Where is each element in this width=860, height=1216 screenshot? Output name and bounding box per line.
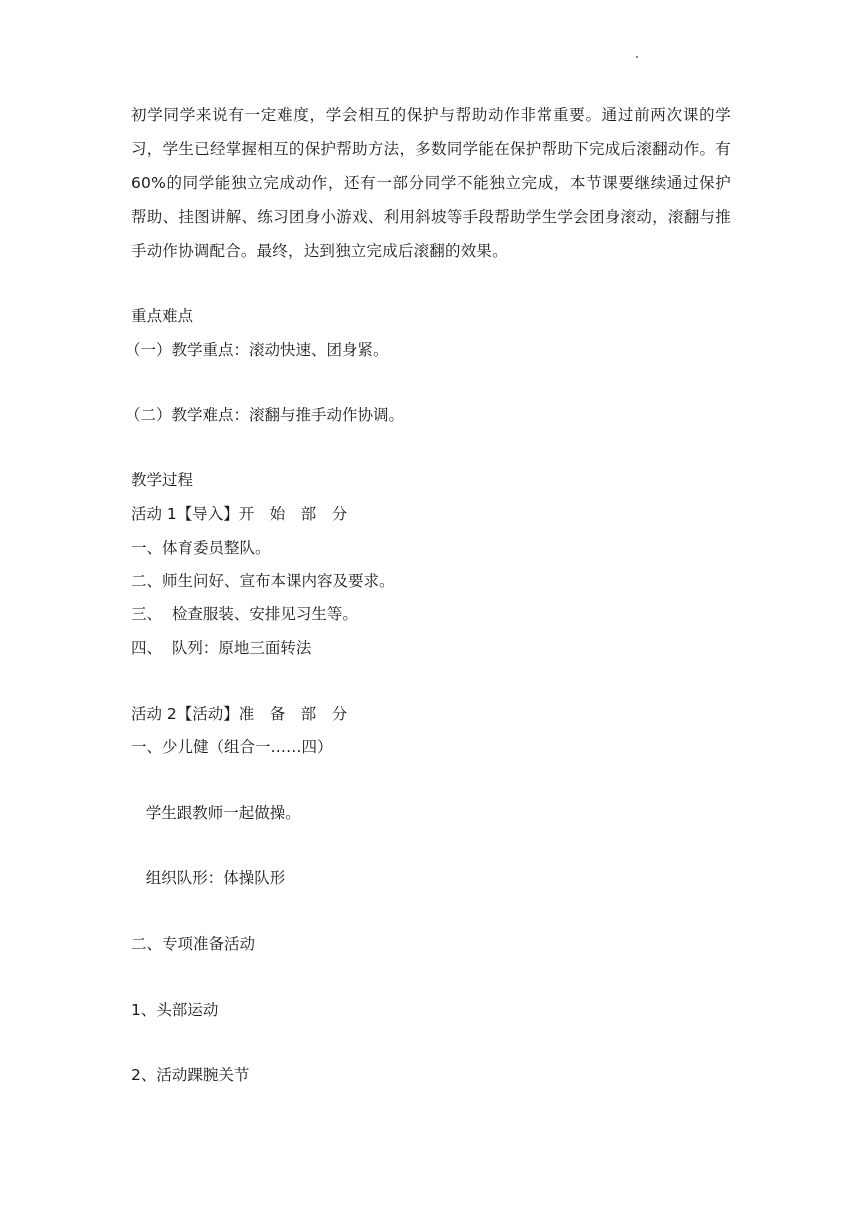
process-heading: 教学过程 (131, 471, 194, 489)
activity-1-title: 活动 1【导入】开 始 部 分 (131, 505, 348, 523)
intro-paragraph: 初学同学来说有一定难度，学会相互的保护与帮助动作非常重要。通过前两次课的学习，学生已经掌握相互的保护帮助方法，多数同学能在保护帮助下完成后滚翻动作。有 60%的同学能独立完成动作，还有一部分同学不能独立完成，本节课要继续通过保护帮助、挂图讲解、练习团身小游戏、利用斜坡等手段帮助学生学会团身滚动，滚翻与推手动作协调配合。最终，达到独立完成后滚翻的效果。 (131, 106, 731, 260)
activity-2-item-2: 二、专项准备活动 (131, 935, 256, 953)
activity-2-item-1: 一、少儿健（组合一……四） (131, 738, 333, 756)
key-points-heading: 重点难点 (131, 307, 194, 325)
document-body (131, 98, 731, 268)
activity-1-item-3: 三、 检查服装、安排见习生等。 (131, 605, 358, 623)
activity-1-item-4: 四、 队列：原地三面转法 (131, 639, 312, 657)
activity-2-note-1: 学生跟教师一起做操。 (131, 804, 301, 822)
activity-2-sub-2: 2、活动踝腕关节 (131, 1066, 250, 1084)
key-point-1: （一）教学重点：滚动快速、团身紧。 (125, 341, 389, 359)
activity-1-item-1: 一、体育委员整队。 (131, 539, 271, 557)
activity-2-title: 活动 2【活动】准 备 部 分 (131, 705, 348, 723)
activity-1-item-2: 二、师生问好、宣布本课内容及要求。 (131, 572, 395, 590)
page-marker (636, 56, 638, 58)
activity-2-note-2: 组织队形：体操队形 (131, 869, 286, 887)
activity-2-sub-1: 1、头部运动 (131, 1001, 219, 1019)
key-point-2: （二）教学难点：滚翻与推手动作协调。 (125, 406, 405, 424)
